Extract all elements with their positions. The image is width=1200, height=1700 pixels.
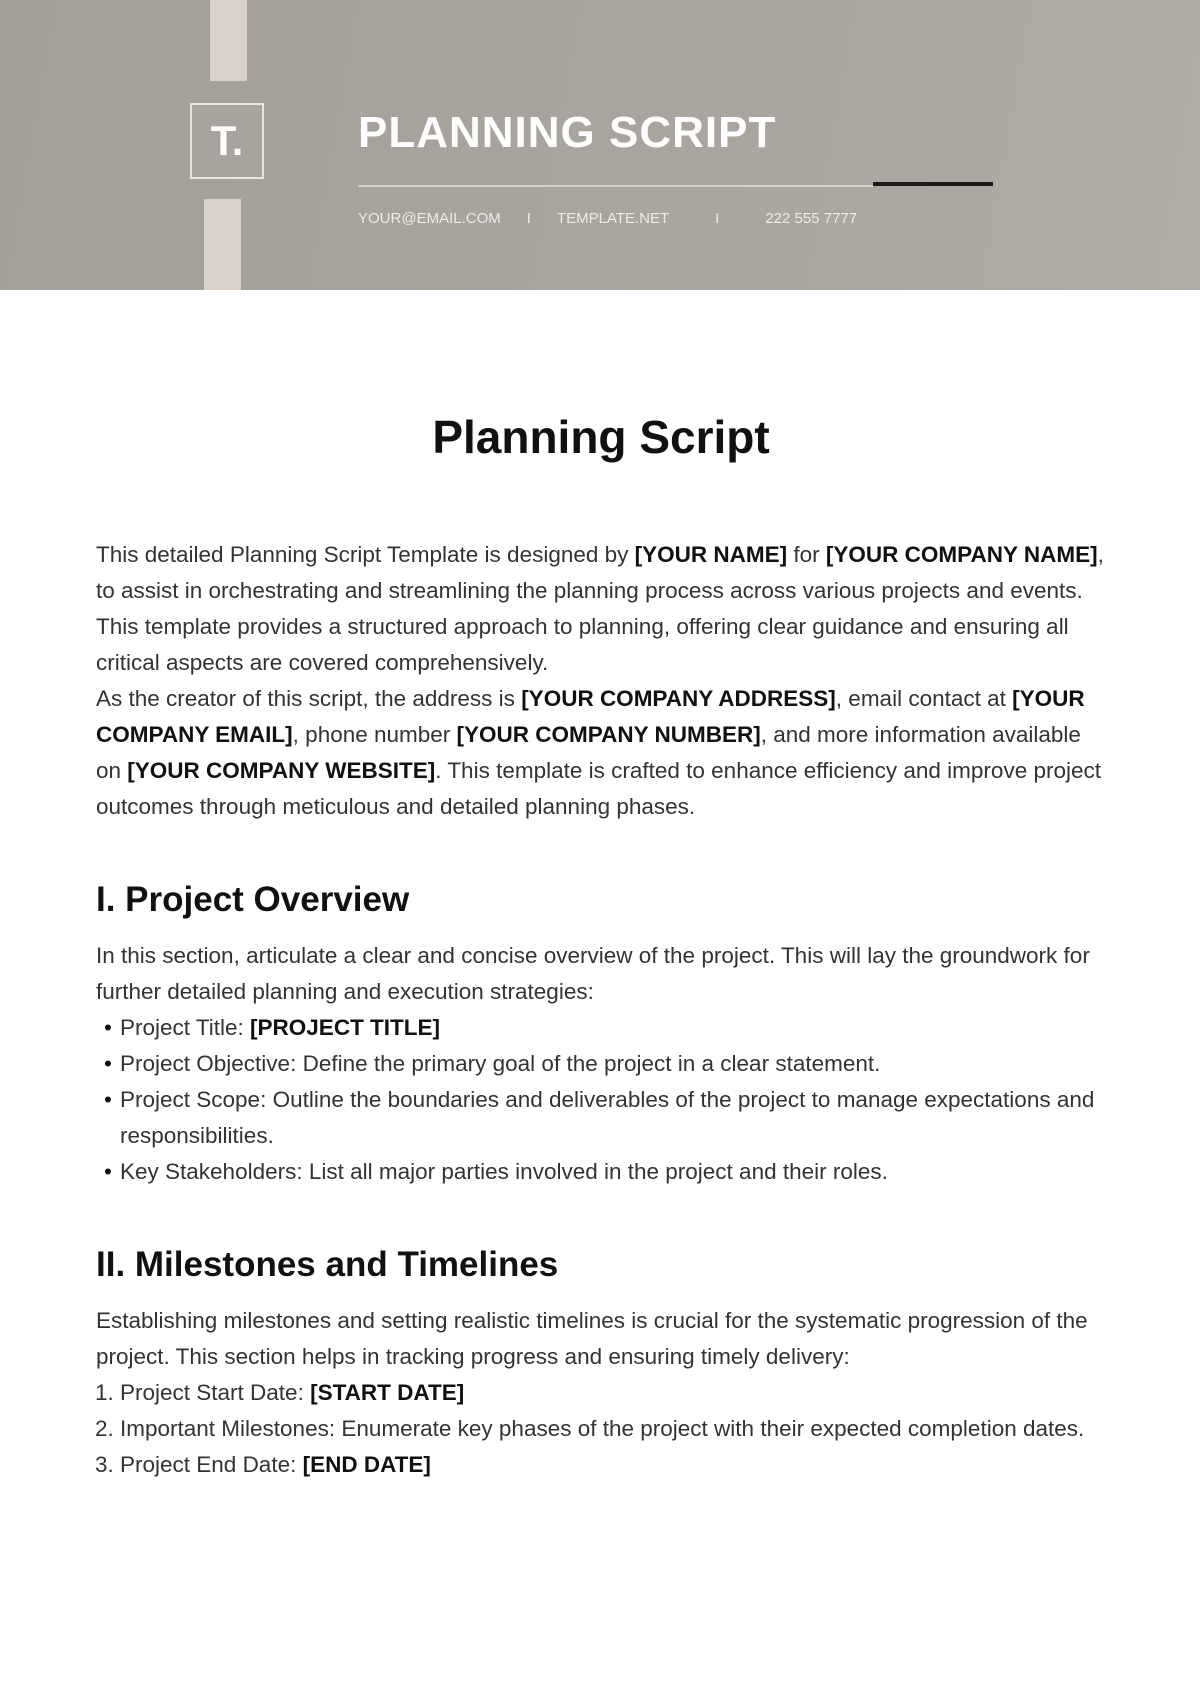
list-item-text: Important Milestones: Enumerate key phases of the project with their expected completion dates. [120, 1416, 1085, 1441]
placeholder-text: [YOUR COMPANY NAME] [825, 542, 1098, 567]
text-segment: . This template is crafted to enhance efficiency and improve project outcomes through meticulous and detailed planning phases. [96, 758, 1101, 819]
placeholder-text: [YOUR COMPANY NUMBER] [456, 722, 761, 747]
separator: I [715, 210, 720, 227]
contact-email: YOUR@EMAIL.COM [358, 210, 501, 227]
placeholder-text: [PROJECT TITLE] [250, 1015, 441, 1040]
list-item-text: Project Scope: Outline the boundaries and deliverables of the project to manage expectations and responsibilities. [120, 1087, 1095, 1148]
numbered-list [96, 1375, 1106, 1483]
separator: I [526, 210, 531, 227]
page-title: Planning Script [432, 411, 770, 463]
section-heading: II. Milestones and Timelines [96, 1245, 559, 1284]
list-item [120, 1154, 1106, 1190]
placeholder-text: [START DATE] [310, 1380, 465, 1405]
intro-paragraph [96, 681, 1106, 825]
placeholder-text: [END DATE] [302, 1452, 431, 1477]
decorative-bar [204, 199, 241, 290]
placeholder-text: [YOUR NAME] [634, 542, 788, 567]
header-banner [0, 0, 1200, 290]
text-segment: , email contact at [835, 686, 1013, 711]
text-segment: This detailed Planning Script Template is designed by [96, 542, 635, 567]
list-item [120, 1010, 1106, 1046]
divider [358, 185, 873, 187]
logo: T. [190, 103, 264, 179]
placeholder-text: [YOUR COMPANY EMAIL] [96, 686, 1085, 747]
placeholder-text: [YOUR COMPANY WEBSITE] [127, 758, 436, 783]
list-item-text: Project Title: [120, 1015, 251, 1040]
placeholder-text: [YOUR COMPANY ADDRESS] [521, 686, 836, 711]
text-segment: for [787, 542, 826, 567]
divider-accent [873, 182, 993, 186]
decorative-bar [210, 0, 247, 81]
list-item [120, 1375, 1106, 1411]
text-segment: , and more information available on [96, 722, 1081, 783]
section-text: In this section, articulate a clear and concise overview of the project. This will lay the groundwork for further detailed planning and execution strategies: [96, 943, 1090, 1004]
list-item-text: Key Stakeholders: List all major parties involved in the project and their roles. [120, 1159, 888, 1184]
contact-website: TEMPLATE.NET [556, 210, 670, 227]
contact-phone: 222 555 7777 [765, 210, 858, 227]
list-item-text: Project Objective: Define the primary goal of the project in a clear statement. [120, 1051, 881, 1076]
list-item-text: Project Start Date: [120, 1380, 311, 1405]
list-item [120, 1411, 1106, 1447]
list-item [120, 1082, 1106, 1154]
list-item [120, 1447, 1106, 1483]
document-body [96, 410, 1106, 1483]
contact-info [358, 210, 857, 227]
intro-paragraph [96, 537, 1106, 681]
list-item-text: Project End Date: [120, 1452, 303, 1477]
text-segment: , phone number [292, 722, 457, 747]
header-title: PLANNING SCRIPT [358, 108, 777, 157]
list-item [120, 1046, 1106, 1082]
bullet-list [96, 1010, 1106, 1190]
text-segment: , to assist in orchestrating and streamlining the planning process across various projects and events. This template provides a structured approach to planning, offering clear guidance and ensuring all critical aspects are covered comprehensively. [96, 542, 1104, 675]
text-segment: As the creator of this script, the address is [96, 686, 522, 711]
section-text: Establishing milestones and setting realistic timelines is crucial for the systematic progression of the project. This section helps in tracking progress and ensuring timely delivery: [96, 1308, 1088, 1369]
section-heading: I. Project Overview [96, 880, 410, 919]
